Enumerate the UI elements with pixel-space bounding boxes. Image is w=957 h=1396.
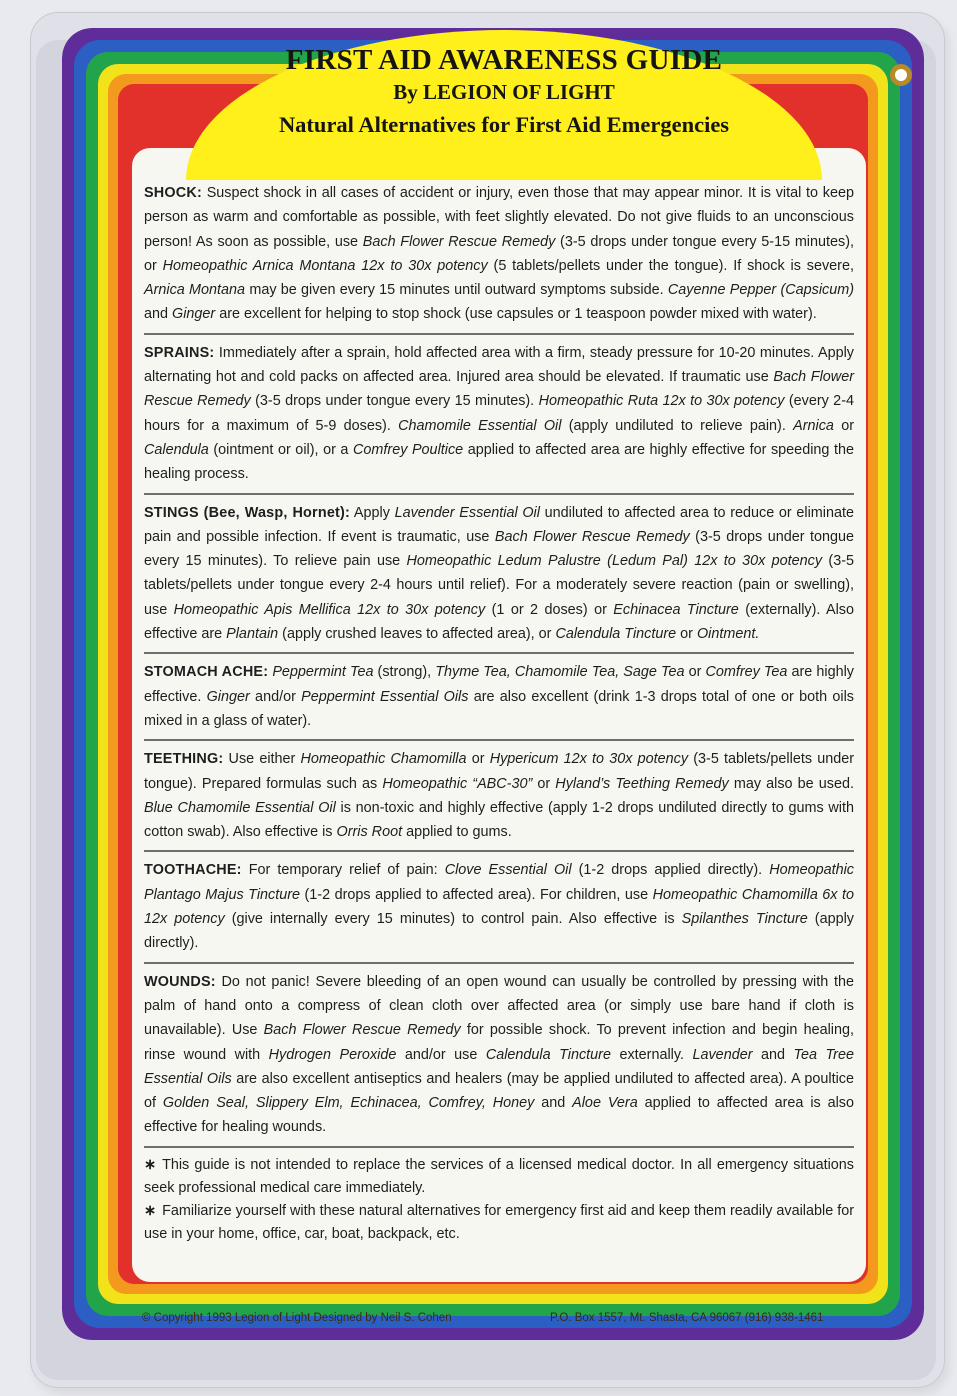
footer-address: P.O. Box 1557, Mt. Shasta, CA 96067 (916) 938-1461 — [550, 1312, 824, 1324]
remedy-name: Blue Chamomile Essential Oil — [144, 799, 336, 816]
section-text: (1-2 drops applied directly). — [571, 862, 770, 879]
section-text: Do not panic! Severe bleeding of an open wound can usually be controlled by pressing with the palm of hand onto a compress of clean cloth over affected area (or simply use bare hand if cloth is unavailable). Use — [144, 973, 854, 1039]
remedy-name: Clove Essential Oil — [444, 862, 572, 879]
section-toothache — [144, 852, 854, 963]
section-text: and — [144, 306, 173, 323]
section-text: or — [684, 664, 706, 681]
section-text: applied to affected area is also effective for healing wounds. — [144, 1095, 854, 1136]
remedy-name: Comfrey Tea — [705, 664, 788, 681]
remedy-name: Homeopathic Chamomilla 6x to 12x potency — [144, 886, 854, 928]
remedy-name: Homeopathic Ruta 12x to 30x potency — [538, 393, 785, 410]
remedy-name: Bach Flower Rescue Remedy — [144, 369, 854, 410]
section-text: (apply crushed leaves to affected area), or — [278, 626, 556, 643]
section-text: (apply directly). — [144, 911, 855, 952]
section-text: (strong), — [373, 664, 436, 681]
subtitle: Natural Alternatives for First Aid Emergencies — [278, 112, 730, 137]
section-text: (3-5 tablets/pellets under tongue). Prepared formulas such as — [144, 751, 855, 792]
remedy-name: Tea Tree Essential Oils — [144, 1046, 854, 1087]
section-text: are excellent for helping to stop shock (use capsules or 1 teaspoon powder mixed with water). — [215, 306, 817, 323]
section-text: (1-2 drops applied to affected area). For children, use — [300, 886, 653, 903]
section-text: (1 or 2 doses) or — [485, 601, 614, 618]
section-heading: STOMACH ACHE: — [144, 664, 269, 681]
section-text: (3-5 drops under tongue every 5-15 minutes), or — [144, 233, 855, 274]
remedy-name: Chamomile Essential Oil — [398, 417, 562, 434]
remedy-name: Hypericum 12x to 30x potency — [489, 751, 689, 768]
section-heading: WOUNDS: — [144, 973, 216, 990]
remedy-name: Arnica — [793, 417, 834, 434]
section-text: (3-5 drops under tongue every 15 minutes). — [250, 393, 539, 410]
section-text: (3-5 drops under tongue every 15 minutes). To relieve pain use — [144, 528, 855, 570]
remedy-name: Bach Flower Rescue Remedy — [263, 1022, 461, 1039]
section-text: (5 tablets/pellets under the tongue). If shock is severe, — [487, 257, 854, 274]
remedy-name: Bach Flower Rescue Remedy — [362, 233, 556, 250]
remedy-name: Homeopathic Arnica Montana 12x to 30x potency — [162, 257, 488, 274]
section-text: (every 2-4 hours for a maximum of 5-9 doses). — [144, 393, 854, 434]
section-heading: SPRAINS: — [144, 344, 215, 361]
section-text: are also excellent (drink 1-3 drops total of one or both oils mixed in a glass of water). — [144, 688, 854, 729]
section-text: or — [532, 775, 556, 792]
remedy-name: Homeopathic Apis Mellifica 12x to 30x potency — [173, 601, 486, 618]
remedy-name: Peppermint Essential Oils — [301, 688, 469, 705]
section-text: Suspect shock in all cases of accident or injury, even those that may appear minor. It is vital to keep person as warm and comfortable as possible, with feet slightly elevated. Do not give fluids to an unconscious person! As soon as possible, use — [144, 185, 854, 250]
remedy-name: Orris Root — [336, 824, 403, 841]
remedy-name: Peppermint Tea — [272, 664, 374, 681]
section-text: undiluted to affected area to reduce or eliminate pain and possible infection. If event is traumatic, use — [144, 504, 854, 545]
section-text: and/or use — [396, 1046, 486, 1063]
disclaimer-notes — [144, 1148, 854, 1246]
section-stomach-ache — [144, 654, 854, 741]
section-text: (externally). Also effective are — [144, 601, 854, 643]
asterisk-icon: ∗ — [144, 1156, 157, 1173]
remedy-name: Lavender Essential Oil — [394, 504, 540, 521]
section-wounds — [144, 964, 854, 1148]
remedy-name: Homeopathic Ledum Palustre (Ledum Pal) 12x to 30x potency — [406, 553, 823, 570]
remedy-name: Lavender — [692, 1046, 753, 1063]
section-text: are highly effective. — [144, 664, 855, 705]
remedy-name: Ointment. — [696, 626, 760, 643]
section-heading: TEETHING: — [144, 751, 224, 768]
remedy-name: Hydrogen Peroxide — [268, 1046, 397, 1063]
section-text: Apply — [350, 504, 395, 521]
note-text: Familiarize yourself with these natural alternatives for emergency first aid and keep them readily available for use in your home, office, car, boat, backpack, etc. — [144, 1202, 854, 1242]
remedy-name: Calendula Tincture — [555, 626, 677, 643]
section-text: (ointment or oil), or a — [208, 441, 354, 458]
section-text: and — [534, 1095, 573, 1112]
section-text: are also excellent antiseptics and healers (may be applied undiluted to affected area). A poultice of — [144, 1070, 854, 1112]
section-heading: TOOTHACHE: — [144, 862, 242, 879]
remedy-name: Bach Flower Rescue Remedy — [494, 528, 690, 545]
remedy-name: Hyland’s Teething Remedy — [555, 775, 729, 792]
section-text: may be given every 15 minutes until outward symptoms subside. — [245, 282, 668, 299]
disclaimer-note — [144, 1200, 854, 1246]
remedy-name: Echinacea Tincture — [613, 601, 739, 618]
remedy-name: Arnica Montana — [144, 282, 246, 299]
content-panel — [132, 148, 866, 1282]
section-text: For temporary relief of pain: — [241, 862, 445, 879]
header-dome — [186, 30, 822, 180]
remedy-name: Calendula — [144, 441, 209, 458]
section-text: or — [676, 626, 697, 643]
section-text: Immediately after a sprain, hold affected area with a firm, steady pressure for 10-20 minutes. Apply alternating hot and cold packs on affected area. Injured area should be elevated. If traumatic use — [144, 344, 854, 386]
remedy-name: Ginger — [206, 688, 250, 705]
byline: By LEGION OF LIGHT — [393, 80, 615, 104]
remedy-name: Cayenne Pepper (Capsicum) — [667, 282, 855, 299]
remedy-name: Thyme Tea, Chamomile Tea, Sage Tea — [435, 664, 685, 681]
remedy-name: Spilanthes Tincture — [681, 911, 808, 928]
remedy-name: Homeopathic Chamomilla — [300, 751, 467, 768]
remedy-name: Ginger — [172, 306, 216, 323]
grommet-hole-icon — [890, 64, 912, 86]
section-text: applied to gums. — [402, 824, 512, 841]
remedy-name: Comfrey Poultice — [353, 441, 464, 458]
section-stings-bee-wasp-hornet — [144, 495, 854, 655]
section-text: applied to affected area are highly effective for speeding the healing process. — [144, 441, 854, 483]
section-text: (give internally every 15 minutes) to control pain. Also effective is — [224, 911, 682, 928]
footer-copyright: © Copyright 1993 Legion of Light Designed by Neil S. Cohen — [142, 1312, 452, 1324]
section-sprains — [144, 335, 854, 495]
section-heading: SHOCK: — [144, 185, 202, 201]
section-text: (3-5 tablets/pellets under tongue every 2-4 hours until relief). For a moderately severe reaction (pain or swelling), use — [144, 553, 854, 618]
section-text: is non-toxic and highly effective (apply 1-2 drops undiluted directly to gums with cotton swab). Also effective is — [144, 799, 854, 841]
remedy-name: Calendula Tincture — [485, 1046, 611, 1063]
remedy-name: Homeopathic Plantago Majus Tincture — [144, 862, 854, 903]
page-title: FIRST AID AWARENESS GUIDE — [285, 44, 723, 76]
section-text: or — [833, 417, 854, 434]
section-text: for possible shock. To prevent infection and begin healing, rinse wound with — [144, 1022, 854, 1063]
section-text: (apply undiluted to relieve pain). — [561, 417, 794, 434]
section-heading: STINGS (Bee, Wasp, Hornet): — [144, 504, 351, 521]
sections-list — [144, 148, 854, 1148]
section-text: may also be used. — [728, 775, 854, 792]
section-text: Use either — [223, 751, 301, 768]
section-text: and/or — [249, 688, 302, 705]
remedy-name: Golden Seal, Slippery Elm, Echinacea, Comfrey, Honey — [162, 1095, 535, 1112]
disclaimer-note — [144, 1154, 854, 1200]
section-text: and — [752, 1046, 794, 1063]
remedy-name: Aloe Vera — [572, 1095, 638, 1112]
asterisk-icon: ∗ — [144, 1202, 157, 1219]
section-text: externally. — [610, 1046, 693, 1063]
remedy-name: Plantain — [226, 626, 279, 643]
remedy-name: Homeopathic “ABC-30” — [382, 775, 533, 792]
note-text: This guide is not intended to replace the services of a licensed medical doctor. In all emergency situations seek professional medical care immediately. — [144, 1156, 854, 1196]
first-aid-card — [62, 28, 924, 1340]
section-text: or — [466, 751, 490, 768]
section-teething — [144, 741, 854, 852]
